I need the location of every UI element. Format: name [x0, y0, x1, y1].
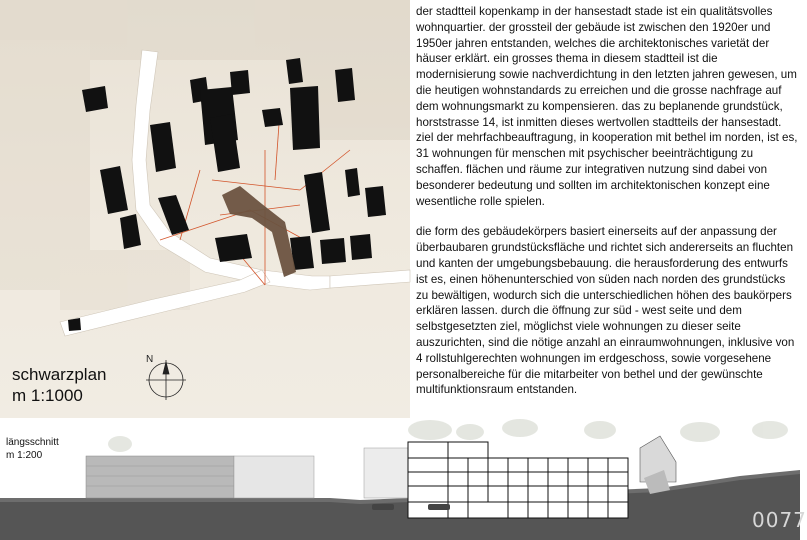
- north-label: N: [146, 354, 154, 365]
- site-plan-panel: [0, 0, 410, 418]
- description-paragraph-1: der stadtteil kopenkamp in der hansestadt stade ist ein qualitätsvolles wohnquartier. der grossteil der gebäude ist zwischen den 1920er und 1950er jahren entstanden, welches die architektonisches varietät der häuser erklärt. ein grosses thema in diesem stadtteil ist die modernisierung sowie nachverdichtung in den letzten jahren gewesen, um die heutigen wohnstandards zu erreichen und die grosse nachfrage auf dem wohnungsmarkt zu kompensieren. das zu beplanende grundstück, horststrasse 14, ist inmitten dieses wertvollen stadtteils der hansestadt. ziel der mehrfachbeauftragung, in kooperation mit bethel im norden, ist es, 31 wohnungen für menschen mit psychischer beeinträchtigung zu schaffen. flächen und räume zur integrativen nutzung sind dabei von besonderer bedeutung und sollten im architektonischen konzept eine wesentliche rolle spielen.: [416, 5, 798, 208]
- north-arrow-icon: [146, 360, 186, 400]
- plan-title: schwarzplan: [12, 365, 107, 384]
- longitudinal-section-drawing: [0, 420, 800, 540]
- page-number: 0077: [752, 508, 807, 532]
- site-plan-drawing: [0, 0, 410, 418]
- description-text: [416, 4, 798, 413]
- section-scale: m 1:200: [6, 450, 43, 461]
- plan-scale: m 1:1000: [12, 386, 83, 405]
- description-paragraph-2: die form des gebäudekörpers basiert einerseits auf der anpassung der überbaubaren grundstücksfläche und richtet sich andererseits an fluchten und kanten der umgebungsbebauung. die herausforderung des entwurfs ist es, einen höhenunterschied von süden nach norden des grundstücks zu bewältigen, wodurch sich die unterschiedlichen höhen des baukörpers erklären lassen. durch die öffnung zur süd - west seite und dem selbstgesetzten ziel, möglichst viele wohnungen zu dieser seite auszurichten, sind die nötige anzahl an einraumwohnungen, inklusive von 4 rollstuhlgerechten wohnungen im erdgeschoss, sowie vorgesehene personalbereiche für die mitarbeiter von bethel und der gewünschte multifunktionsraum entstanden.: [416, 225, 795, 397]
- section-title: längsschnitt: [6, 437, 59, 448]
